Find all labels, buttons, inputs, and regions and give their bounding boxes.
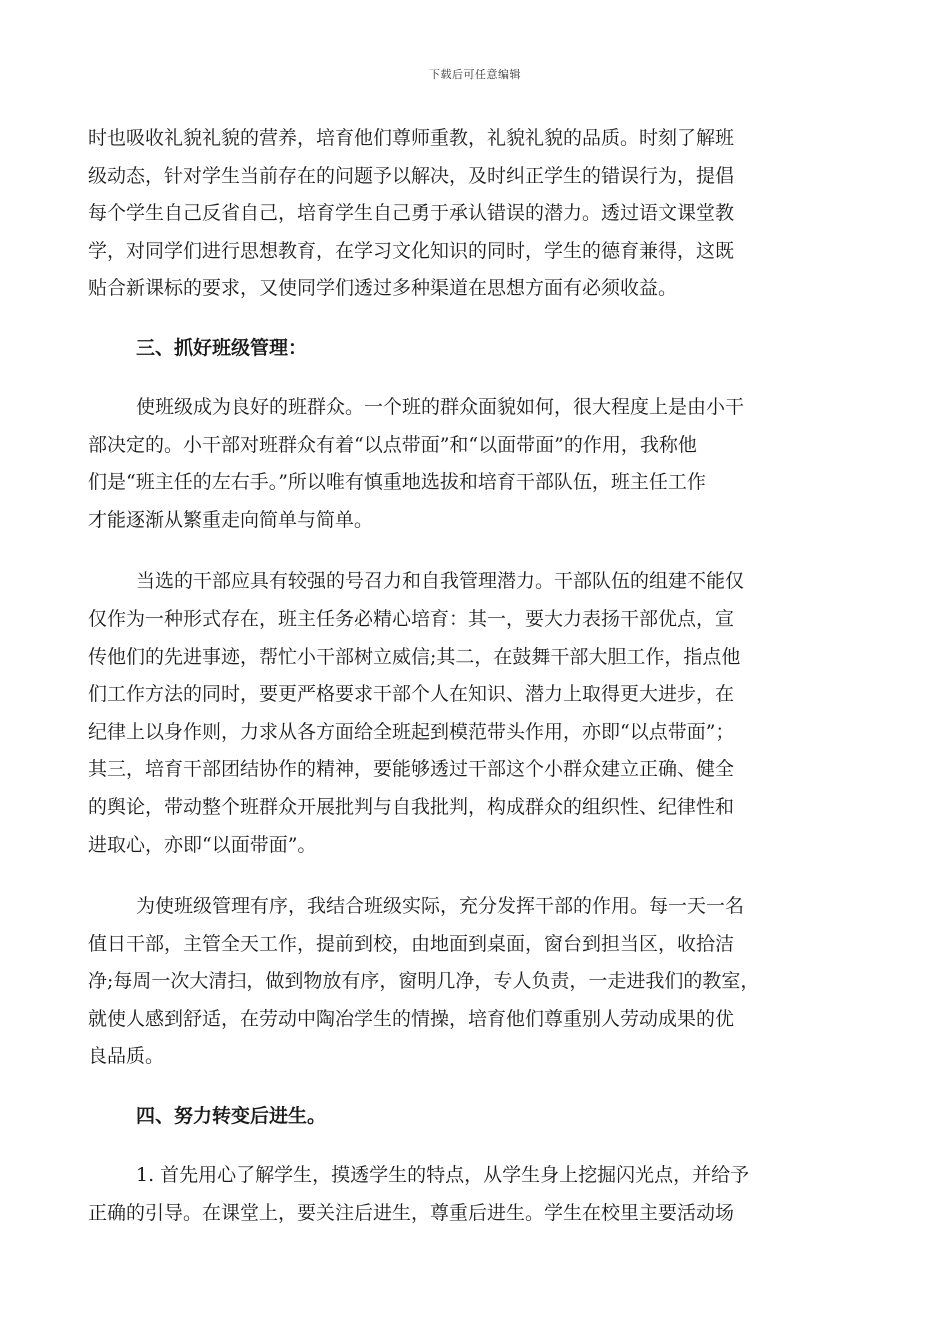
paragraph-understand-students bbox=[88, 1157, 860, 1232]
paragraph-cadre-training bbox=[88, 563, 860, 864]
text-line: 的舆论，带动整个班群众开展批判与自我批判，构成群众的组织性、纪律性和 bbox=[88, 795, 735, 818]
text-line: 时也吸收礼貌礼貌的营养，培育他们尊师重教，礼貌礼貌的品质。时刻了解班 bbox=[88, 127, 735, 149]
text-line: 们工作方法的同时，要更严格要求干部个人在知识、潜力上取得更大进步，在 bbox=[88, 683, 735, 706]
text-line: 其三，培育干部团结协作的精神，要能够透过干部这个小群众建立正确、健全 bbox=[88, 758, 735, 781]
text-line: 进取心，亦即“以面带面”。 bbox=[88, 833, 317, 856]
text-line: 部决定的。小干部对班群众有着“以点带面”和“以面带面”的作用，我称他 bbox=[88, 433, 697, 456]
text-line: 良品质。 bbox=[88, 1045, 165, 1068]
section-heading-4: 四、努力转变后进生。 bbox=[136, 1105, 327, 1128]
document-body bbox=[88, 120, 860, 1232]
text-line: 为使班级管理有序，我结合班级实际，充分发挥干部的作用。每一天一名 bbox=[136, 895, 745, 918]
text-line: 1. 首先用心了解学生，摸透学生的特点，从学生身上挖掘闪光点，并给予 bbox=[136, 1164, 750, 1187]
text-line: 使班级成为良好的班群众。一个班的群众面貌如何，很大程度上是由小干 bbox=[136, 395, 745, 418]
section-heading-3: 三、抓好班级管理： bbox=[136, 336, 308, 359]
text-line: 就使人感到舒适，在劳动中陶冶学生的情操，培育他们尊重别人劳动成果的优 bbox=[88, 1007, 735, 1030]
text-line: 值日干部，主管全天工作，提前到校，由地面到桌面，窗台到担当区，收拾洁 bbox=[88, 932, 735, 955]
text-line: 仅作为一种形式存在，班主任务必精心培育：其一，要大力表扬干部优点，宣 bbox=[88, 607, 735, 630]
text-line: 纪律上以身作则，力求从各方面给全班起到模范带头作用，亦即“以点带面”； bbox=[88, 720, 735, 743]
text-line: 净;每周一次大清扫，做到物放有序，窗明几净，专人负责，一走进我们的教室， bbox=[88, 970, 760, 993]
text-line: 正确的引导。在课堂上，要关注后进生，尊重后进生。学生在校里主要活动场 bbox=[88, 1201, 735, 1224]
paragraph-class-group bbox=[88, 389, 860, 539]
text-line: 贴合新课标的要求，又使同学们透过多种渠道在思想方面有必须收益。 bbox=[88, 277, 678, 300]
text-line: 每个学生自己反省自己，培育学生自己勇于承认错误的潜力。透过语文课堂教 bbox=[88, 202, 735, 225]
text-line: 们是“班主任的左右手。”所以唯有慎重地选拔和培育干部队伍，班主任工作 bbox=[88, 471, 706, 494]
text-line: 传他们的先进事迹，帮忙小干部树立威信;其二，在鼓舞干部大胆工作，指点他 bbox=[88, 645, 741, 668]
text-line: 级动态，针对学生当前存在的问题予以解决，及时纠正学生的错误行为，提倡 bbox=[88, 164, 735, 187]
text-line: 才能逐渐从繁重走向简单与简单。 bbox=[88, 508, 374, 531]
text-line: 学，对同学们进行思想教育，在学习文化知识的同时，学生的德育兼得，这既 bbox=[88, 239, 735, 262]
paragraph-continuation bbox=[88, 120, 860, 308]
paragraph-duty-cadre bbox=[88, 888, 860, 1076]
text-line: 当选的干部应具有较强的号召力和自我管理潜力。干部队伍的组建不能仅 bbox=[136, 570, 745, 593]
page-header: 下载后可任意编辑 bbox=[429, 68, 521, 81]
